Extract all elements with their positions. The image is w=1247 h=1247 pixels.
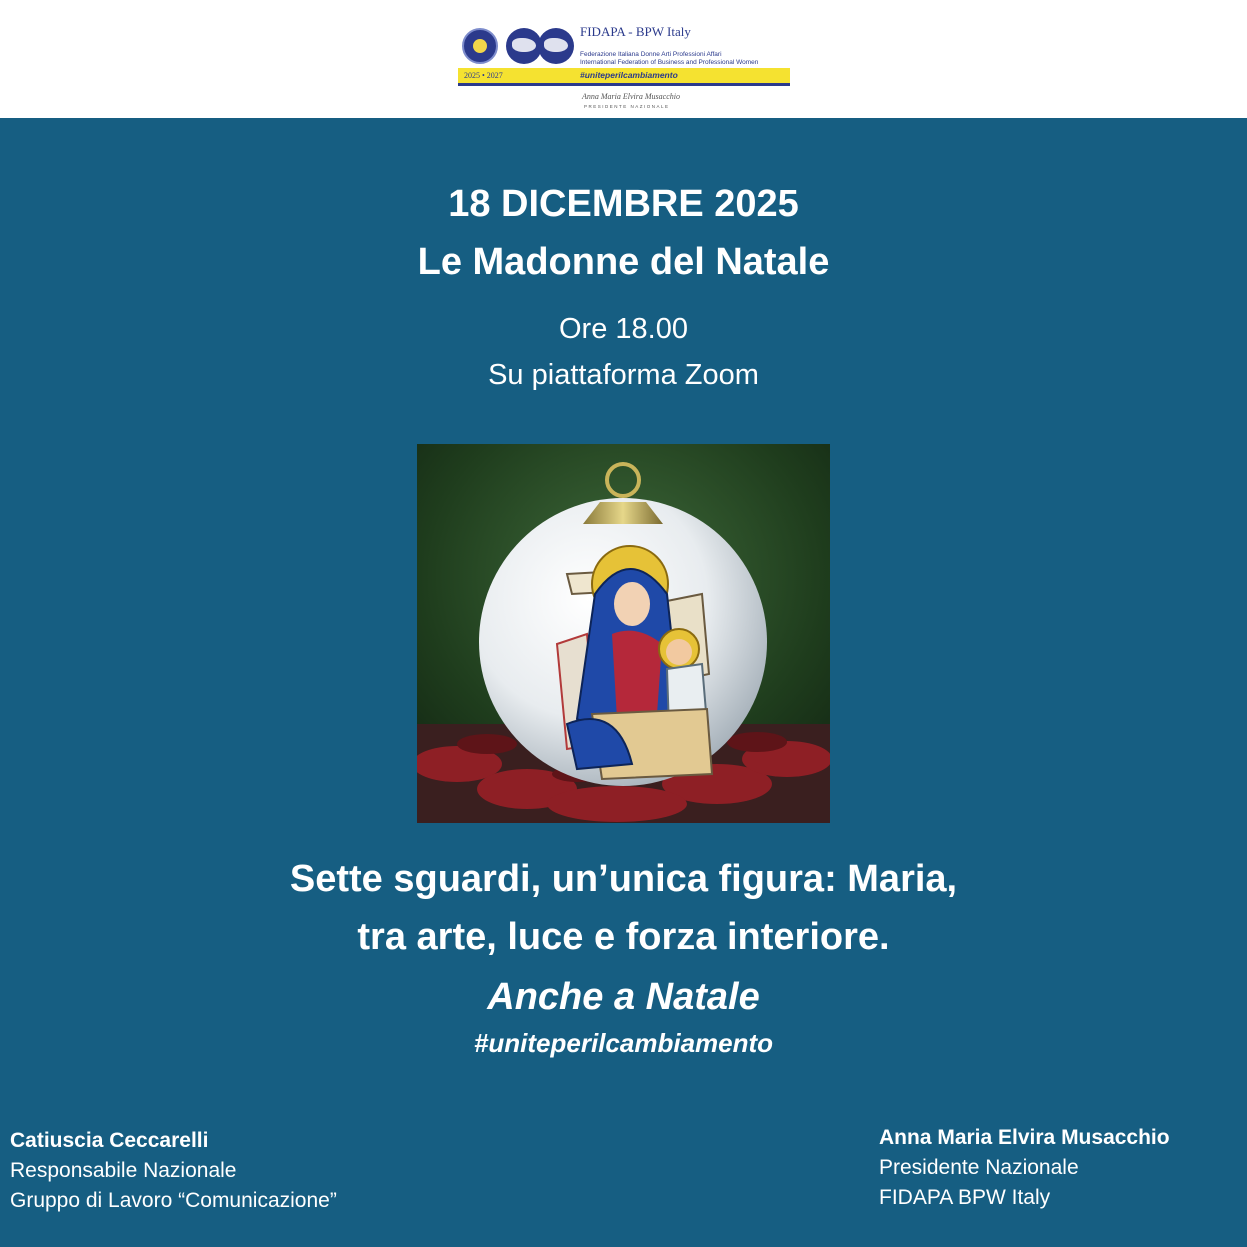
event-panel [0, 118, 1247, 1247]
event-date: 18 DICEMBRE 2025 [448, 183, 799, 225]
signature-right-role: Presidente Nazionale [879, 1156, 1079, 1179]
logo-org-desc-it: Federazione Italiana Donne Arti Professioni Affari [580, 51, 722, 58]
tagline-line-1: Sette sguardi, un’unica figura: Maria, [289, 858, 958, 900]
globe-icon [506, 28, 542, 64]
event-title: Le Madonne del Natale [417, 241, 830, 283]
christmas-ornament-image [417, 444, 830, 823]
logo-org-desc-en: International Federation of Business and Professional Women [580, 59, 759, 66]
fidapa-logo [458, 22, 790, 114]
tagline-line-2: tra arte, luce e forza interiore. [357, 916, 890, 958]
logo-years: 2025 • 2027 [464, 71, 503, 80]
signature-left-name: Catiuscia Ceccarelli [10, 1129, 209, 1152]
signature-left-group: Gruppo di Lavoro “Comunicazione” [10, 1189, 337, 1212]
seal-icon [462, 28, 498, 64]
logo-hashtag: #uniteperilcambiamento [580, 70, 678, 80]
signature-right-org: FIDAPA BPW Italy [879, 1186, 1051, 1209]
logo-band [458, 68, 790, 86]
signature-left-role: Responsabile Nazionale [10, 1159, 237, 1182]
signature-right [879, 1123, 1170, 1213]
tagline-line-3: Anche a Natale [487, 976, 760, 1018]
signature-left [10, 1126, 337, 1216]
logo-signature-role: PRESIDENTE NAZIONALE [584, 104, 670, 109]
bpw-globe-icon [538, 28, 574, 64]
hashtag: #uniteperilcambiamento [473, 1028, 774, 1058]
logo-org-name: FIDAPA - BPW Italy [580, 24, 691, 39]
event-platform: Su piattaforma Zoom [488, 359, 759, 391]
event-time: Ore 18.00 [559, 313, 688, 345]
logo-signature: Anna Maria Elvira Musacchio [582, 92, 680, 101]
header [0, 0, 1247, 118]
signature-right-name: Anna Maria Elvira Musacchio [879, 1126, 1170, 1149]
